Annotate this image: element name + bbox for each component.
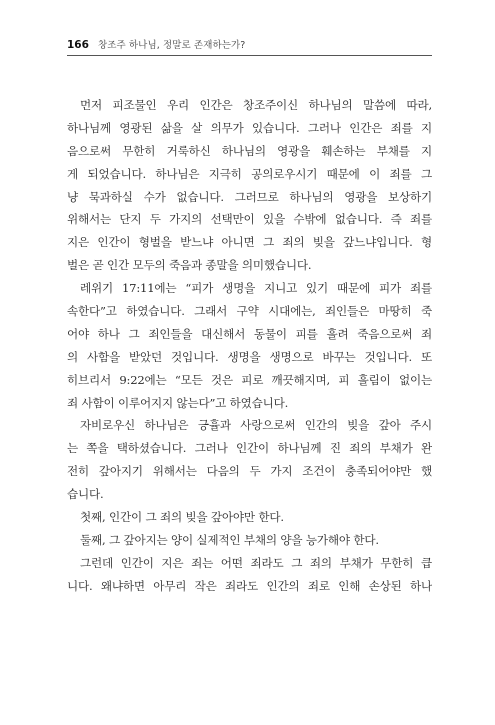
body-line: 냥 묵과하실 수가 없습니다. 그러므로 하나님의 영광을 보상하기 bbox=[67, 189, 432, 204]
body-line: 지은 인간이 형벌을 받느냐 아니면 그 죄의 빚을 갚느냐입니다. 형 bbox=[67, 235, 432, 250]
body-line: 습니다. bbox=[67, 487, 104, 502]
body-line: 는 쪽을 택하셨습니다. 그러나 인간이 하나님께 진 죄의 부채가 완 bbox=[67, 441, 432, 456]
body-line: 둘째, 그 갚아지는 양이 실제적인 부채의 양을 능가해야 한다. bbox=[80, 532, 379, 547]
body-line: 벌은 곧 인간 모두의 죽음과 종말을 의미했습니다. bbox=[67, 258, 312, 273]
header-rule bbox=[67, 55, 432, 56]
body-line: 게 되었습니다. 하나님은 지극히 공의로우시기 때문에 이 죄를 그 bbox=[67, 166, 432, 181]
body-line: 속한다”고 하였습니다. 그래서 구약 시대에는, 죄인들은 마땅히 죽 bbox=[67, 304, 432, 319]
body-line: 어야 하나 그 죄인들을 대신해서 동물이 피를 흘려 죽음으로써 죄 bbox=[67, 326, 432, 341]
body-line: 음으로써 무한히 거룩하신 하나님의 영광을 훼손하는 부채를 지 bbox=[67, 143, 432, 158]
body-line: 자비로우신 하나님은 긍휼과 사랑으로써 인간의 빚을 갚아 주시 bbox=[80, 418, 432, 433]
body-line: 첫째, 인간이 그 죄의 빚을 갚아야만 한다. bbox=[80, 510, 284, 525]
page-number: 166 bbox=[67, 39, 89, 51]
body-line: 먼저 피조물인 우리 인간은 창조주이신 하나님의 말씀에 따라, bbox=[80, 98, 432, 112]
body-line: 히브리서 9:22에는 “모든 것은 피로 깨끗해지며, 피 흘림이 없이는 bbox=[67, 372, 432, 387]
body-text bbox=[67, 94, 432, 598]
running-header-title: 창조주 하나님, 정말로 존재하는가? bbox=[97, 40, 246, 51]
running-header bbox=[67, 38, 447, 52]
body-line: 하나님께 영광된 삶을 살 의무가 있습니다. 그러나 인간은 죄를 지 bbox=[67, 120, 432, 135]
body-line: 레위기 17:11에는 “피가 생명을 지니고 있기 때문에 피가 죄를 bbox=[80, 281, 432, 296]
body-line: 그런데 인간이 지은 죄는 어떤 죄라도 그 죄의 부채가 무한히 큽 bbox=[80, 555, 432, 570]
body-line: 의 사함을 받았던 것입니다. 생명을 생명으로 바꾸는 것입니다. 또 bbox=[67, 349, 432, 364]
body-line: 위해서는 단지 두 가지의 선택만이 있을 수밖에 없습니다. 즉 죄를 bbox=[67, 212, 432, 227]
body-line: 니다. 왜냐하면 아무리 작은 죄라도 인간의 죄로 인해 손상된 하나 bbox=[67, 578, 432, 593]
body-line: 죄 사함이 이루어지지 않는다”고 하였습니다. bbox=[67, 395, 289, 410]
body-line: 전히 갚아지기 위해서는 다음의 두 가지 조건이 충족되어야만 했 bbox=[67, 464, 432, 479]
